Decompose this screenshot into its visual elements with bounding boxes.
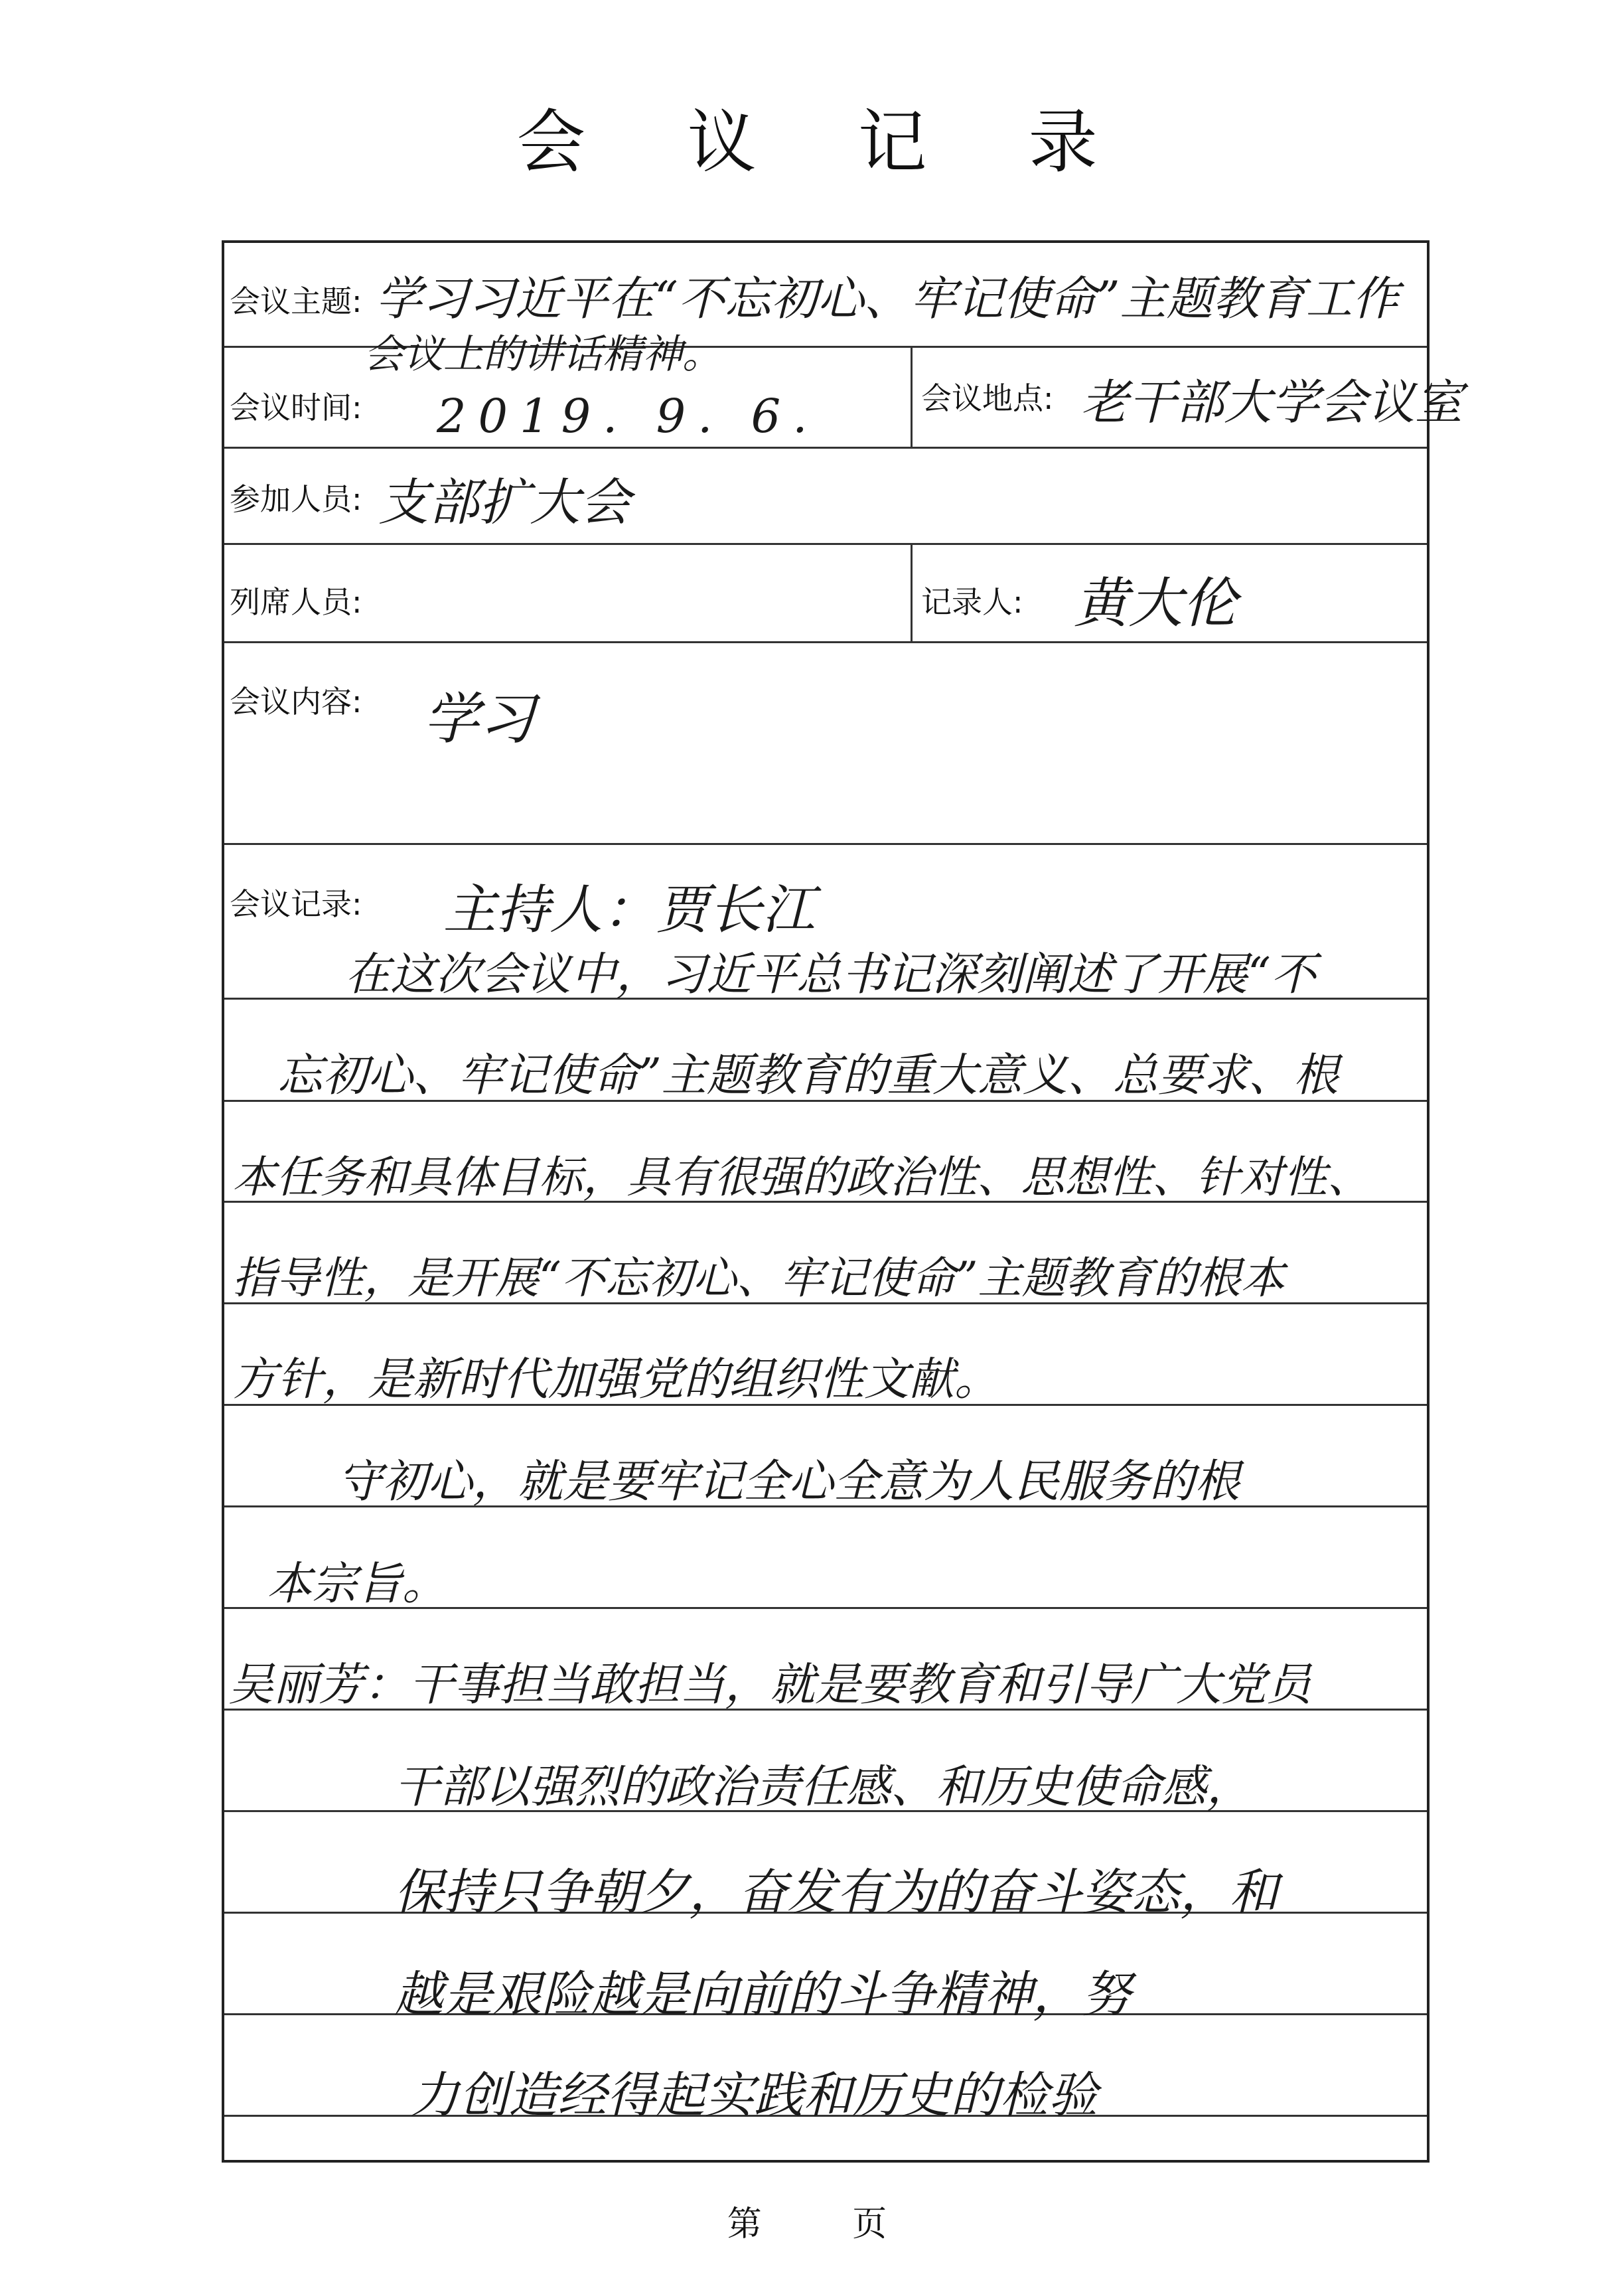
row-divider (224, 447, 1427, 449)
place-value: 老干部大学会议室 (1080, 374, 1463, 430)
recorder-label: 记录人: (921, 584, 1023, 620)
meeting-form (222, 240, 1463, 2163)
record-line: 吴丽芳：干事担当敢担当，就是要教育和引导广大党员 (228, 1659, 1312, 1711)
content-label: 会议内容: (230, 684, 362, 720)
record-line: 力创造经得起实践和历史的检验 (410, 2067, 1098, 2124)
page-number-footer: 第 页 (727, 2204, 887, 2244)
record-host: 主持人：贾长江 (443, 879, 815, 941)
attendees-value: 支部扩大会 (378, 473, 630, 532)
record-line: 方针，是新时代加强党的组织性文献。 (232, 1353, 1000, 1406)
attendees-label: 参加人员: (230, 481, 362, 517)
row-divider (224, 843, 1427, 845)
record-label: 会议记录: (230, 886, 362, 922)
record-line: 本宗旨。 (267, 1558, 448, 1610)
record-line: 在这次会议中，习近平总书记深刻阐述了开展“不 (345, 949, 1316, 1001)
record-line: 指导性，是开展“不忘初心、牢记使命”主题教育的根本 (232, 1253, 1285, 1304)
record-line: 干部以强烈的政治责任感、和历史使命感， (394, 1761, 1252, 1813)
topic-label: 会议主题: (230, 283, 362, 319)
record-line: 守初心，就是要牢记全心全意为人民服务的根 (337, 1456, 1240, 1508)
content-value: 学习 (423, 686, 536, 751)
observers-label: 列席人员: (230, 584, 362, 620)
record-line: 越是艰险越是向前的斗争精神，努 (394, 1966, 1131, 2023)
topic-value: 学习习近平在“不忘初心、牢记使命”主题教育工作 (376, 271, 1399, 326)
topic-value-continued: 会议上的讲话精神。 (364, 331, 722, 378)
place-label: 会议地点: (921, 380, 1054, 416)
recorder-value: 黄大伦 (1074, 572, 1237, 635)
col-divider (911, 543, 913, 641)
record-line: 本任务和具体目标，具有很强的政治性、思想性、针对性、 (232, 1152, 1371, 1203)
time-label: 会议时间: (230, 390, 362, 425)
record-line: 保持只争朝夕，奋发有为的奋斗姿态，和 (394, 1864, 1278, 1921)
row-divider (224, 543, 1427, 545)
page-title: 会 议 记 录 (516, 102, 1137, 183)
record-line: 忘初心、牢记使命”主题教育的重大意义、总要求、根 (277, 1049, 1339, 1102)
row-divider (224, 641, 1427, 643)
col-divider (911, 346, 913, 447)
time-value: 2019. 9. 6. (437, 389, 820, 443)
